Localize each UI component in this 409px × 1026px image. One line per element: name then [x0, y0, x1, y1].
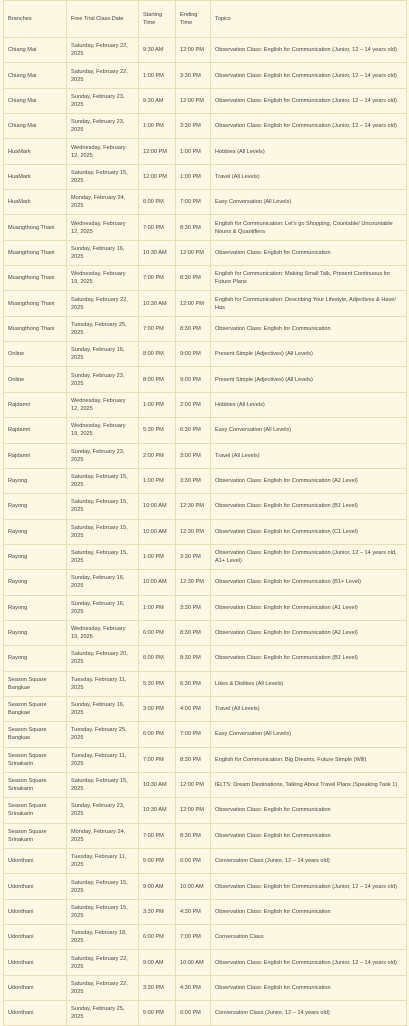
cell-date: Sunday, February 23, 2025 — [67, 443, 139, 468]
cell-date: Saturday, February 15, 2025 — [67, 519, 139, 544]
cell-starting-time: 6:00 PM — [139, 190, 176, 215]
cell-ending-time: 6:00 PM — [176, 1001, 211, 1026]
table-row — [4, 291, 407, 316]
cell-ending-time: 8:30 PM — [176, 215, 211, 240]
cell-topic: Observation Class: English for Communication (Junior, 12 – 14 years old) — [211, 88, 407, 113]
cell-topic: Travel (All Levels) — [211, 443, 407, 468]
cell-topic: Hobbies (All Levels) — [211, 392, 407, 417]
cell-date: Sunday, February 23, 2025 — [67, 367, 139, 392]
cell-date: Wednesday, February 19, 2025 — [67, 620, 139, 645]
table-row — [4, 595, 407, 620]
cell-ending-time: 3:00 PM — [176, 443, 211, 468]
cell-date: Tuesday, February 11, 2025 — [67, 747, 139, 772]
cell-starting-time: 10:00 AM — [139, 519, 176, 544]
cell-ending-time: 3:30 PM — [176, 468, 211, 493]
cell-topic: Likes & Dislikes (All Levels) — [211, 671, 407, 696]
cell-branch: HuaMark — [4, 139, 67, 164]
cell-topic: Observation Class: English for Communication — [211, 798, 407, 823]
cell-date: Saturday, February 15, 2025 — [67, 494, 139, 519]
cell-date: Saturday, February 15, 2025 — [67, 772, 139, 797]
cell-date: Tuesday, February 25, 2025 — [67, 722, 139, 747]
header-row — [4, 1, 407, 38]
cell-ending-time: 6:00 PM — [176, 849, 211, 874]
cell-date: Sunday, February 16, 2025 — [67, 595, 139, 620]
cell-branch: Muangthong Thani — [4, 291, 67, 316]
cell-topic: Observation Class: English for Communication (Junior, 12 – 14 years old) — [211, 63, 407, 88]
table-row — [4, 1001, 407, 1026]
cell-topic: Easy Conversation (All Levels) — [211, 190, 407, 215]
cell-ending-time: 2:00 PM — [176, 392, 211, 417]
cell-ending-time: 4:00 PM — [176, 696, 211, 721]
cell-topic: Observation Class: English for Communication (B1 Level) — [211, 646, 407, 671]
cell-branch: Udonthani — [4, 950, 67, 975]
cell-ending-time: 12:30 PM — [176, 494, 211, 519]
cell-topic: Travel (All Levels) — [211, 164, 407, 189]
cell-ending-time: 8:30 PM — [176, 747, 211, 772]
cell-starting-time: 6:00 PM — [139, 925, 176, 950]
cell-date: Saturday, February 15, 2025 — [67, 468, 139, 493]
cell-branch: Muangthong Thani — [4, 316, 67, 341]
cell-date: Wednesday, February 12, 2025 — [67, 215, 139, 240]
cell-topic: Observation Class: English for Communication — [211, 316, 407, 341]
cell-branch: Rayong — [4, 595, 67, 620]
cell-ending-time: 10:00 AM — [176, 874, 211, 899]
cell-date: Tuesday, February 11, 2025 — [67, 671, 139, 696]
table-row — [4, 38, 407, 63]
cell-ending-time: 7:00 PM — [176, 925, 211, 950]
cell-date: Saturday, February 15, 2025 — [67, 899, 139, 924]
cell-starting-time: 2:00 PM — [139, 443, 176, 468]
cell-starting-time: 8:00 PM — [139, 342, 176, 367]
cell-topic: Observation Class: English for Communication (Junior, 12 – 14 years old, A1+ Level) — [211, 544, 407, 569]
cell-starting-time: 10:30 AM — [139, 798, 176, 823]
cell-branch: Rayong — [4, 519, 67, 544]
cell-starting-time: 12:00 PM — [139, 164, 176, 189]
cell-date: Wednesday, February 12, 2025 — [67, 392, 139, 417]
table-row — [4, 63, 407, 88]
cell-branch: Rayong — [4, 620, 67, 645]
table-row — [4, 671, 407, 696]
cell-ending-time: 4:30 PM — [176, 899, 211, 924]
cell-date: Saturday, February 15, 2025 — [67, 544, 139, 569]
cell-starting-time: 3:00 PM — [139, 696, 176, 721]
cell-branch: Season Square Bangkae — [4, 696, 67, 721]
cell-starting-time: 10:00 AM — [139, 494, 176, 519]
cell-date: Tuesday, February 11, 2025 — [67, 849, 139, 874]
table-row — [4, 418, 407, 443]
cell-date: Saturday, February 20, 2025 — [67, 646, 139, 671]
cell-topic: Observation Class: English for Communication — [211, 975, 407, 1000]
cell-topic: Conversation Class (Junior, 12 – 14 years old) — [211, 1001, 407, 1026]
table-row — [4, 190, 407, 215]
table-row — [4, 468, 407, 493]
cell-starting-time: 9:00 AM — [139, 950, 176, 975]
cell-date: Monday, February 24, 2025 — [67, 823, 139, 848]
table-row — [4, 392, 407, 417]
cell-topic: Travel (All Levels) — [211, 696, 407, 721]
cell-ending-time: 6:30 PM — [176, 671, 211, 696]
cell-date: Saturday, February 22, 2025 — [67, 950, 139, 975]
cell-starting-time: 1:00 PM — [139, 63, 176, 88]
table-row — [4, 849, 407, 874]
cell-topic: Observation Class: English for Communication — [211, 823, 407, 848]
cell-starting-time: 7:00 PM — [139, 266, 176, 291]
table-row — [4, 519, 407, 544]
cell-ending-time: 9:00 PM — [176, 342, 211, 367]
cell-starting-time: 6:00 PM — [139, 620, 176, 645]
cell-branch: HuaMark — [4, 164, 67, 189]
cell-topic: Observation Class: English for Communication (C1 Level) — [211, 519, 407, 544]
cell-ending-time: 8:30 PM — [176, 316, 211, 341]
cell-topic: Easy Conversation (All Levels) — [211, 418, 407, 443]
cell-ending-time: 12:00 PM — [176, 88, 211, 113]
cell-starting-time: 7:00 PM — [139, 823, 176, 848]
table-row — [4, 494, 407, 519]
cell-ending-time: 12:00 PM — [176, 38, 211, 63]
cell-topic: Observation Class: English for Communication (A1 Level) — [211, 595, 407, 620]
table-row — [4, 164, 407, 189]
table-row — [4, 342, 407, 367]
cell-branch: Rajdamri — [4, 392, 67, 417]
table-row — [4, 975, 407, 1000]
cell-branch: Rayong — [4, 544, 67, 569]
cell-topic: Observation Class: English for Communication (Junior, 12 – 14 years old) — [211, 38, 407, 63]
cell-date: Sunday, February 16, 2025 — [67, 342, 139, 367]
cell-topic: Observation Class: English for Communication (Junior, 12 – 14 years old) — [211, 874, 407, 899]
cell-date: Sunday, February 16, 2025 — [67, 696, 139, 721]
cell-topic: English for Communication: Big Dreams, Future Simple (Will) — [211, 747, 407, 772]
cell-topic: IELTS: Dream Destinations, Talking About Travel Plans (Speaking Task 1) — [211, 772, 407, 797]
cell-date: Saturday, February 15, 2025 — [67, 164, 139, 189]
cell-date: Sunday, February 16, 2025 — [67, 240, 139, 265]
table-row — [4, 722, 407, 747]
cell-topic: Observation Class: English for Communication — [211, 240, 407, 265]
cell-date: Saturday, February 22, 2025 — [67, 291, 139, 316]
table-row — [4, 620, 407, 645]
cell-branch: Season Square Srinakarin — [4, 747, 67, 772]
cell-ending-time: 10:00 AM — [176, 950, 211, 975]
cell-topic: Conversation Class (Junior, 12 – 14 years old) — [211, 849, 407, 874]
cell-starting-time: 10:30 AM — [139, 772, 176, 797]
cell-date: Sunday, February 23, 2025 — [67, 798, 139, 823]
cell-starting-time: 1:00 PM — [139, 468, 176, 493]
table-row — [4, 114, 407, 139]
table-row — [4, 823, 407, 848]
cell-topic: Observation Class: English for Communication (Junior, 12 – 14 years old) — [211, 950, 407, 975]
cell-topic: Present Simple (Adjectives) (All Levels) — [211, 367, 407, 392]
cell-starting-time: 12:00 PM — [139, 139, 176, 164]
cell-starting-time: 1:00 PM — [139, 595, 176, 620]
cell-topic: Observation Class: English for Communication (B1 Level) — [211, 494, 407, 519]
cell-ending-time: 12:00 PM — [176, 291, 211, 316]
table-row — [4, 874, 407, 899]
cell-ending-time: 1:00 PM — [176, 164, 211, 189]
cell-starting-time: 10:30 AM — [139, 240, 176, 265]
cell-topic: Present Simple (Adjectives) (All Levels) — [211, 342, 407, 367]
table-header — [4, 1, 407, 38]
cell-topic: Observation Class: English for Communication (A2 Level) — [211, 620, 407, 645]
header-topics: Topics — [211, 1, 407, 38]
cell-starting-time: 3:30 PM — [139, 975, 176, 1000]
cell-starting-time: 7:00 PM — [139, 747, 176, 772]
cell-starting-time: 6:00 PM — [139, 646, 176, 671]
cell-branch: Season Square Bangkae — [4, 671, 67, 696]
cell-starting-time: 10:00 AM — [139, 570, 176, 595]
cell-ending-time: 8:30 PM — [176, 266, 211, 291]
cell-ending-time: 12:00 PM — [176, 240, 211, 265]
table-row — [4, 443, 407, 468]
table-row — [4, 139, 407, 164]
cell-date: Sunday, February 23, 2025 — [67, 114, 139, 139]
cell-branch: Udonthani — [4, 925, 67, 950]
cell-date: Wednesday, February 19, 2025 — [67, 418, 139, 443]
cell-starting-time: 3:30 PM — [139, 899, 176, 924]
table-row — [4, 798, 407, 823]
cell-branch: Udonthani — [4, 899, 67, 924]
cell-ending-time: 12:30 PM — [176, 570, 211, 595]
cell-starting-time: 9:30 AM — [139, 38, 176, 63]
cell-branch: Rayong — [4, 646, 67, 671]
cell-date: Tuesday, February 25, 2025 — [67, 316, 139, 341]
cell-ending-time: 3:30 PM — [176, 544, 211, 569]
cell-ending-time: 8:30 PM — [176, 646, 211, 671]
cell-branch: Season Square Srinakarin — [4, 772, 67, 797]
table-row — [4, 316, 407, 341]
header-date: Free Trial Class Date — [67, 1, 139, 38]
table-row — [4, 772, 407, 797]
cell-ending-time: 7:00 PM — [176, 722, 211, 747]
cell-ending-time: 8:30 PM — [176, 620, 211, 645]
cell-starting-time: 9:30 AM — [139, 88, 176, 113]
table-row — [4, 266, 407, 291]
cell-branch: Muangthong Thani — [4, 266, 67, 291]
cell-ending-time: 7:00 PM — [176, 190, 211, 215]
cell-date: Wednesday, February 19, 2025 — [67, 266, 139, 291]
table-row — [4, 646, 407, 671]
cell-topic: Observation Class: English for Communication — [211, 899, 407, 924]
cell-branch: Season Square Srinakarin — [4, 798, 67, 823]
cell-starting-time: 5:30 PM — [139, 418, 176, 443]
cell-branch: Online — [4, 367, 67, 392]
cell-branch: Udonthani — [4, 849, 67, 874]
cell-ending-time: 12:00 PM — [176, 798, 211, 823]
table-row — [4, 367, 407, 392]
cell-date: Monday, February 24, 2025 — [67, 190, 139, 215]
cell-branch: Muangthong Thani — [4, 240, 67, 265]
cell-date: Saturday, February 15, 2025 — [67, 874, 139, 899]
cell-branch: HuaMark — [4, 190, 67, 215]
cell-starting-time: 7:00 PM — [139, 215, 176, 240]
table-row — [4, 88, 407, 113]
cell-branch: Chiang Mai — [4, 114, 67, 139]
cell-topic: Observation Class: English for Communication (Junior, 12 – 14 years old) — [211, 114, 407, 139]
cell-starting-time: 8:00 PM — [139, 367, 176, 392]
cell-ending-time: 1:00 PM — [176, 139, 211, 164]
cell-branch: Udonthani — [4, 975, 67, 1000]
header-branches: Branches — [4, 1, 67, 38]
cell-starting-time: 1:00 PM — [139, 544, 176, 569]
cell-ending-time: 3:30 PM — [176, 595, 211, 620]
cell-topic: Easy Conversation (All Levels) — [211, 722, 407, 747]
cell-ending-time: 9:00 PM — [176, 367, 211, 392]
cell-date: Saturday, February 22, 2025 — [67, 975, 139, 1000]
cell-starting-time: 7:00 PM — [139, 316, 176, 341]
cell-starting-time: 5:00 PM — [139, 849, 176, 874]
cell-date: Saturday, February 22, 2025 — [67, 38, 139, 63]
table-row — [4, 925, 407, 950]
cell-date: Sunday, February 16, 2025 — [67, 570, 139, 595]
cell-starting-time: 5:30 PM — [139, 671, 176, 696]
cell-date: Tuesday, February 18, 2025 — [67, 925, 139, 950]
cell-ending-time: 12:00 PM — [176, 772, 211, 797]
cell-topic: Hobbies (All Levels) — [211, 139, 407, 164]
cell-date: Sunday, February 25, 2025 — [67, 1001, 139, 1026]
cell-ending-time: 8:30 PM — [176, 823, 211, 848]
cell-date: Saturday, February 22, 2025 — [67, 63, 139, 88]
cell-date: Sunday, February 23, 2025 — [67, 88, 139, 113]
table-row — [4, 544, 407, 569]
cell-branch: Rayong — [4, 468, 67, 493]
cell-branch: Chiang Mai — [4, 38, 67, 63]
header-ending-time: Ending Time — [176, 1, 211, 38]
table-row — [4, 747, 407, 772]
cell-branch: Season Square Srinakarin — [4, 823, 67, 848]
cell-branch: Season Square Bangkae — [4, 722, 67, 747]
table-body — [4, 38, 407, 1026]
table-row — [4, 696, 407, 721]
cell-topic: English for Communication: Describing Your Lifestyle, Adjectives & Have/ Has — [211, 291, 407, 316]
cell-branch: Udonthani — [4, 1001, 67, 1026]
cell-branch: Rayong — [4, 494, 67, 519]
cell-branch: Muangthong Thani — [4, 215, 67, 240]
cell-branch: Chiang Mai — [4, 63, 67, 88]
cell-branch: Udonthani — [4, 874, 67, 899]
table-row — [4, 899, 407, 924]
table-row — [4, 240, 407, 265]
header-starting-time: Starting Time — [139, 1, 176, 38]
cell-branch: Online — [4, 342, 67, 367]
cell-ending-time: 6:30 PM — [176, 418, 211, 443]
table-row — [4, 570, 407, 595]
cell-starting-time: 5:00 PM — [139, 1001, 176, 1026]
cell-branch: Rajdamri — [4, 418, 67, 443]
cell-ending-time: 4:30 PM — [176, 975, 211, 1000]
cell-topic: Observation Class: English for Communication (A2 Level) — [211, 468, 407, 493]
cell-starting-time: 9:00 AM — [139, 874, 176, 899]
cell-date: Wednesday, February 12, 2025 — [67, 139, 139, 164]
cell-topic: Conversation Class — [211, 925, 407, 950]
cell-topic: Observation Class: English for Communication (B1+ Level) — [211, 570, 407, 595]
cell-topic: English for Communication: Let’s go Shopping, Countable/ Uncountable Nouns & Quantifiers — [211, 215, 407, 240]
cell-starting-time: 1:00 PM — [139, 392, 176, 417]
cell-branch: Rayong — [4, 570, 67, 595]
cell-starting-time: 10:30 AM — [139, 291, 176, 316]
cell-branch: Rajdamri — [4, 443, 67, 468]
table-row — [4, 215, 407, 240]
table-row — [4, 950, 407, 975]
cell-ending-time: 3:30 PM — [176, 63, 211, 88]
cell-starting-time: 1:00 PM — [139, 114, 176, 139]
cell-branch: Chiang Mai — [4, 88, 67, 113]
trial-class-table — [3, 0, 407, 1026]
cell-topic: English for Communication: Making Small Talk, Present Continuous for Future Plans — [211, 266, 407, 291]
cell-ending-time: 3:30 PM — [176, 114, 211, 139]
cell-starting-time: 6:00 PM — [139, 722, 176, 747]
cell-ending-time: 12:30 PM — [176, 519, 211, 544]
